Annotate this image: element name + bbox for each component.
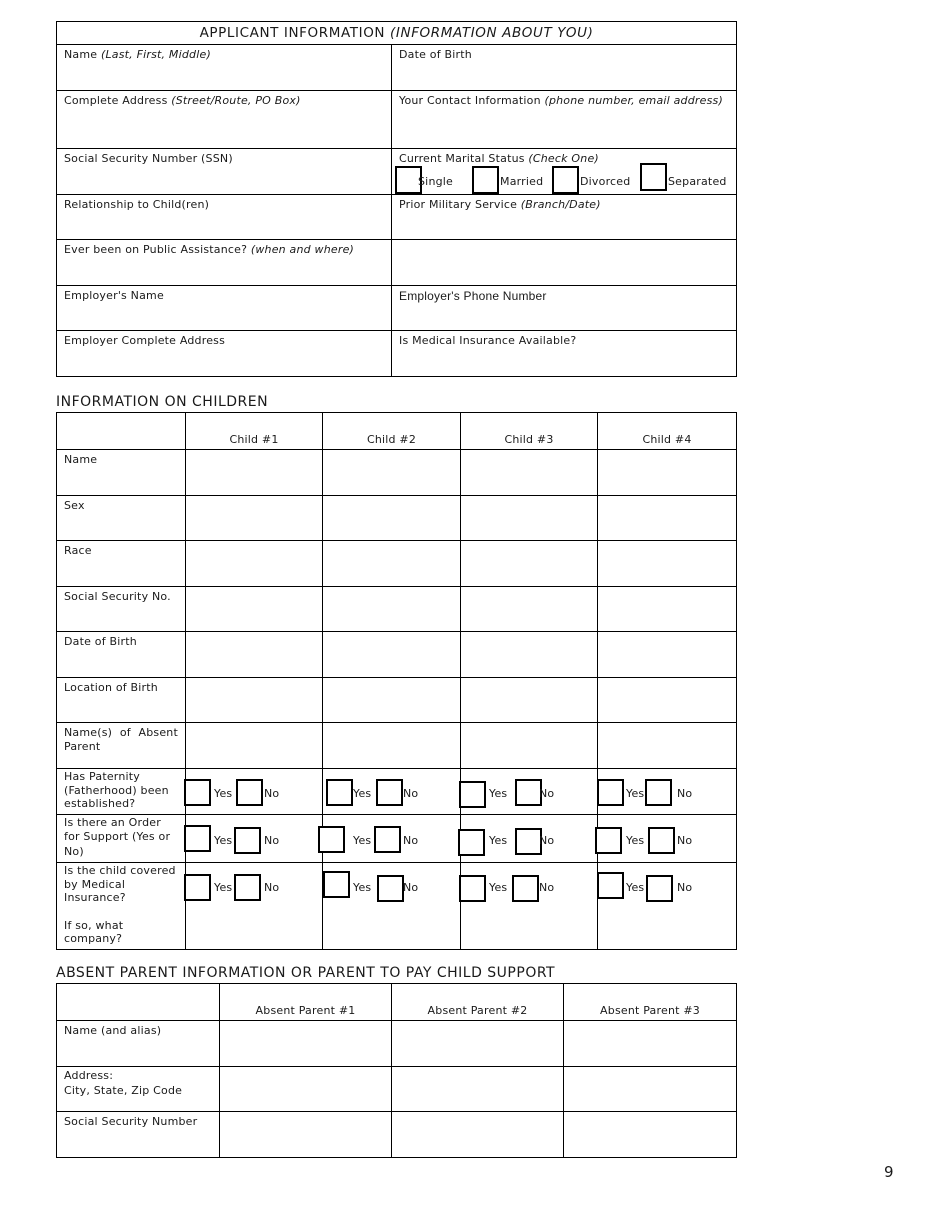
child-sex-label: Sex (57, 496, 186, 541)
child-4-support-yes-checkbox[interactable] (595, 827, 622, 854)
child-2-ssn[interactable] (323, 587, 461, 632)
child-1-name[interactable] (186, 450, 323, 496)
child-3-medical (461, 863, 598, 950)
applicant-title-sub: (INFORMATION ABOUT YOU) (390, 25, 594, 41)
child-2-support-no-checkbox[interactable] (374, 826, 401, 853)
child-4-medical-no-checkbox[interactable] (646, 875, 673, 902)
child-4-sex[interactable] (598, 496, 737, 541)
child-3-dob[interactable] (461, 632, 598, 678)
child-3-medical-no-checkbox[interactable] (512, 875, 539, 902)
absent-parent-1-name[interactable] (220, 1021, 392, 1067)
child-1-ssn[interactable] (186, 587, 323, 632)
child-4-race[interactable] (598, 541, 737, 587)
absent-parent-address-label: Address: (64, 1069, 114, 1082)
no-label: No (539, 881, 555, 894)
child-4-birth-location[interactable] (598, 678, 737, 723)
child-2-medical (323, 863, 461, 950)
marital-options (399, 168, 729, 192)
child-2-medical-no-checkbox[interactable] (377, 875, 404, 902)
marital-hint: (Check One) (528, 152, 599, 165)
absent-parent-1-ssn[interactable] (220, 1112, 392, 1158)
yes-label: Yes (214, 787, 233, 800)
child-4-medical-yes-checkbox[interactable] (597, 872, 624, 899)
absent-parent-names-label: Name(s) of Absent Parent (57, 723, 186, 769)
ssn-label: Social Security Number (SSN) (64, 152, 233, 165)
yes-label: Yes (489, 833, 508, 847)
absent-parent-ssn-label: Social Security Number (57, 1112, 220, 1158)
child-4-support-no-checkbox[interactable] (648, 827, 675, 854)
yes-label: Yes (626, 787, 645, 800)
child-3-medical-yes-checkbox[interactable] (459, 875, 486, 902)
military-label: Prior Military Service (399, 198, 518, 211)
yes-label: Yes (626, 881, 645, 894)
absent-parent-1-address[interactable] (220, 1067, 392, 1112)
employer-address-label: Employer Complete Address (64, 334, 226, 347)
child-ssn-label: Social Security No. (57, 587, 186, 632)
child-2-paternity-yes-checkbox[interactable] (326, 779, 353, 806)
yes-label: Yes (489, 881, 508, 894)
employer-phone-label: Employer's Phone Number (399, 289, 547, 303)
name-hint: (Last, First, Middle) (100, 48, 211, 61)
child-4-support-order (598, 814, 737, 863)
ssn-field[interactable] (57, 149, 392, 195)
child-birth-location-label: Location of Birth (57, 678, 186, 723)
child-1-sex[interactable] (186, 496, 323, 541)
child-2-support-yes-checkbox[interactable] (318, 826, 345, 853)
child-2-sex[interactable] (323, 496, 461, 541)
contact-field[interactable] (392, 91, 737, 149)
medical-insurance-field[interactable] (392, 331, 737, 377)
yes-label: Yes (353, 787, 372, 800)
military-field[interactable] (392, 195, 737, 240)
child-3-paternity (461, 769, 598, 815)
no-label: No (677, 833, 693, 847)
no-label: No (403, 881, 419, 894)
employer-phone-field[interactable] (392, 286, 737, 331)
child-3-race[interactable] (461, 541, 598, 587)
applicant-title: APPLICANT INFORMATION (199, 25, 386, 41)
public-assistance-answer[interactable] (392, 240, 737, 286)
contact-label: Your Contact Information (399, 94, 541, 107)
contact-hint: (phone number, email address) (544, 94, 723, 107)
dob-field[interactable] (392, 45, 737, 91)
divorced-label: Divorced (580, 175, 631, 188)
child-medical-label-cell (57, 863, 186, 950)
children-table (56, 412, 737, 950)
child-1-support-yes-checkbox[interactable] (184, 825, 211, 852)
yes-label: Yes (214, 881, 233, 894)
yes-label: Yes (489, 787, 508, 800)
address-label: Complete Address (64, 94, 168, 107)
public-assistance-field[interactable] (57, 240, 392, 286)
child-4-header: Child #4 (598, 413, 737, 450)
child-2-name[interactable] (323, 450, 461, 496)
support-order-label: Is there an Order for Support (Yes or No) (57, 814, 186, 863)
child-1-dob[interactable] (186, 632, 323, 678)
absent-parent-2-address[interactable] (392, 1067, 564, 1112)
child-3-header: Child #3 (461, 413, 598, 450)
absent-parent-section-title: ABSENT PARENT INFORMATION OR PARENT TO PAY CHILD SUPPORT (56, 965, 556, 981)
applicant-section-title (57, 22, 737, 45)
absent-parent-3-ssn[interactable] (564, 1112, 737, 1158)
child-1-paternity-no-checkbox[interactable] (236, 779, 263, 806)
marital-status-field (392, 149, 737, 195)
child-3-paternity-no-checkbox[interactable] (515, 779, 542, 806)
relationship-label: Relationship to Child(ren) (64, 198, 210, 211)
no-label: No (677, 881, 693, 894)
page-number: 9 (884, 1163, 894, 1181)
absent-parent-address-label-cell (57, 1067, 220, 1112)
child-3-paternity-yes-checkbox[interactable] (459, 781, 486, 808)
child-2-support-order (323, 814, 461, 863)
absent-parent-city-label: City, State, Zip Code (64, 1084, 183, 1097)
child-1-birth-location[interactable] (186, 678, 323, 723)
child-4-dob[interactable] (598, 632, 737, 678)
applicant-information-table (56, 21, 737, 377)
child-3-support-no-checkbox[interactable] (515, 828, 542, 855)
child-3-name[interactable] (461, 450, 598, 496)
child-4-name[interactable] (598, 450, 737, 496)
child-2-paternity-no-checkbox[interactable] (376, 779, 403, 806)
child-2-absent-parent[interactable] (323, 723, 461, 769)
yes-label: Yes (626, 833, 645, 847)
name-label: Name (64, 48, 98, 61)
absent-parent-3-header: Absent Parent #3 (564, 984, 737, 1021)
child-name-label: Name (57, 450, 186, 496)
single-label: Single (418, 175, 454, 188)
child-2-header: Child #2 (323, 413, 461, 450)
no-label: No (264, 833, 280, 847)
child-3-support-order (461, 814, 598, 863)
child-3-absent-parent[interactable] (461, 723, 598, 769)
address-field[interactable] (57, 91, 392, 149)
child-1-absent-parent[interactable] (186, 723, 323, 769)
child-4-paternity-no-checkbox[interactable] (645, 779, 672, 806)
medical-insurance-label: Is Medical Insurance Available? (399, 334, 577, 347)
absent-parent-2-ssn[interactable] (392, 1112, 564, 1158)
divorced-checkbox[interactable] (552, 166, 579, 194)
no-label: No (264, 881, 280, 894)
no-label: No (403, 833, 419, 847)
child-medical-label: Is the child covered by Medical Insurance? (64, 864, 176, 904)
child-4-absent-parent[interactable] (598, 723, 737, 769)
child-2-paternity (323, 769, 461, 815)
child-race-label: Race (57, 541, 186, 587)
child-3-sex[interactable] (461, 496, 598, 541)
no-label: No (403, 787, 419, 800)
no-label: No (677, 787, 693, 800)
absent-parent-table (56, 983, 737, 1158)
assistance-label: Ever been on Public Assistance? (64, 243, 248, 256)
absent-parent-2-header: Absent Parent #2 (392, 984, 564, 1021)
child-1-support-order (186, 814, 323, 863)
child-1-medical (186, 863, 323, 950)
marital-label: Current Marital Status (399, 152, 525, 165)
yes-label: Yes (353, 881, 372, 894)
child-2-dob[interactable] (323, 632, 461, 678)
child-1-race[interactable] (186, 541, 323, 587)
married-label: Married (500, 175, 544, 188)
child-2-race[interactable] (323, 541, 461, 587)
child-4-paternity-yes-checkbox[interactable] (597, 779, 624, 806)
child-dob-label: Date of Birth (57, 632, 186, 678)
relationship-field[interactable] (57, 195, 392, 240)
child-4-medical (598, 863, 737, 950)
child-medical-company-label: If so, what company? (64, 918, 124, 945)
child-1-medical-yes-checkbox[interactable] (184, 874, 211, 901)
child-1-support-no-checkbox[interactable] (234, 827, 261, 854)
child-1-paternity (186, 769, 323, 815)
child-3-support-yes-checkbox[interactable] (458, 829, 485, 856)
employer-name-label: Employer's Name (64, 289, 164, 302)
child-2-medical-yes-checkbox[interactable] (323, 871, 350, 898)
child-1-header: Child #1 (186, 413, 323, 450)
married-checkbox[interactable] (472, 166, 499, 194)
child-3-birth-location[interactable] (461, 678, 598, 723)
absent-parent-3-name[interactable] (564, 1021, 737, 1067)
child-3-ssn[interactable] (461, 587, 598, 632)
address-hint: (Street/Route, PO Box) (171, 94, 301, 107)
child-4-ssn[interactable] (598, 587, 737, 632)
absent-parent-2-name[interactable] (392, 1021, 564, 1067)
child-2-birth-location[interactable] (323, 678, 461, 723)
paternity-label: Has Paternity (Fatherhood) been established? (57, 769, 186, 815)
children-section-title: INFORMATION ON CHILDREN (56, 394, 269, 410)
name-field[interactable] (57, 45, 392, 91)
dob-label: Date of Birth (399, 48, 472, 61)
child-4-paternity (598, 769, 737, 815)
assistance-hint: (when and where) (250, 243, 355, 256)
no-label: No (264, 787, 280, 800)
absent-parent-corner-cell (57, 984, 220, 1021)
absent-parent-1-header: Absent Parent #1 (220, 984, 392, 1021)
separated-label: Separated (668, 175, 727, 188)
children-corner-cell (57, 413, 186, 450)
no-label: No (539, 833, 555, 847)
absent-parent-name-label: Name (and alias) (57, 1021, 220, 1067)
child-1-paternity-yes-checkbox[interactable] (184, 779, 211, 806)
no-label: No (539, 787, 555, 800)
absent-parent-3-address[interactable] (564, 1067, 737, 1112)
yes-label: Yes (353, 833, 372, 847)
military-hint: (Branch/Date) (520, 198, 601, 211)
separated-checkbox[interactable] (640, 163, 667, 191)
employer-name-field[interactable] (57, 286, 392, 331)
employer-address-field[interactable] (57, 331, 392, 377)
yes-label: Yes (214, 833, 233, 847)
child-1-medical-no-checkbox[interactable] (234, 874, 261, 901)
